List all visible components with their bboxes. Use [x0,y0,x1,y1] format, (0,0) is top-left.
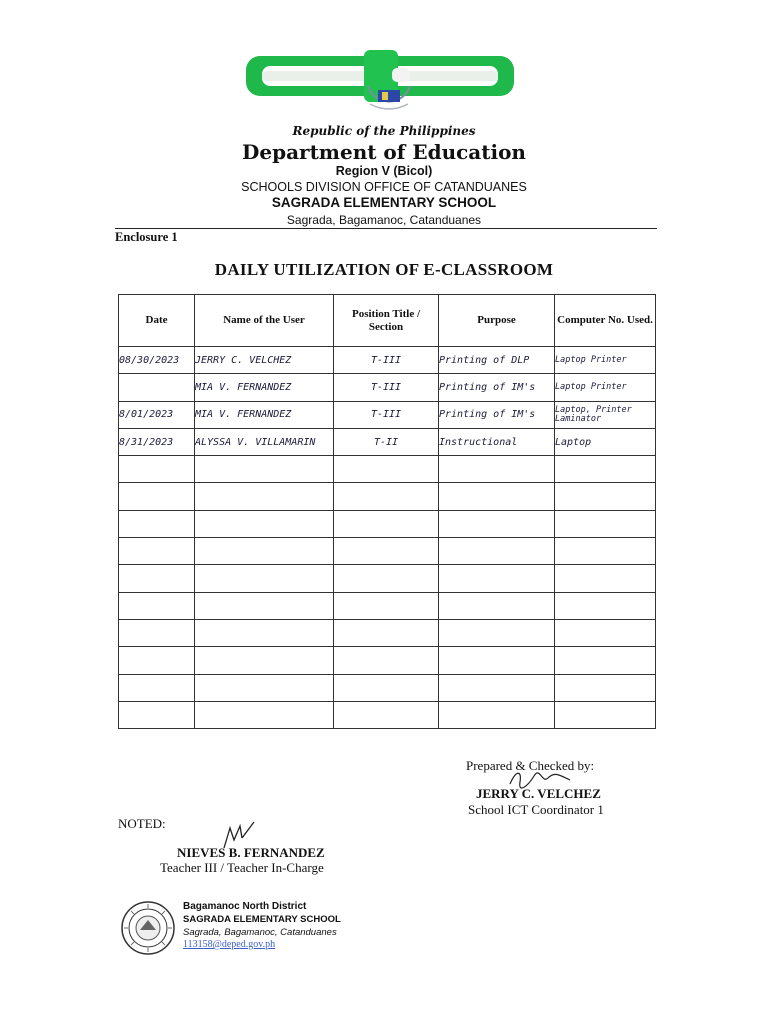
date-cell: 8/01/2023 [119,401,195,428]
purpose-cell [439,701,555,728]
computer-cell [555,565,656,592]
purpose-cell: Printing of DLP [439,347,555,374]
user-name-cell: MIA V. FERNANDEZ [195,374,334,401]
date-cell [119,674,195,701]
school-name: SAGRADA ELEMENTARY SCHOOL [271,195,497,210]
footer-address: Sagrada, Bagamanoc, Catanduanes [183,927,337,938]
table-row [119,510,656,537]
position-cell: T-III [334,401,439,428]
position-cell: T-III [334,347,439,374]
user-name-cell [195,483,334,510]
user-name-cell: MIA V. FERNANDEZ [195,401,334,428]
table-row [119,538,656,565]
prepared-by-name: JERRY C. VELCHEZ [476,786,601,801]
footer-school-name: SAGRADA ELEMENTARY SCHOOL [183,914,341,925]
header-divider [115,228,657,229]
user-name-cell [195,510,334,537]
position-cell [334,456,439,483]
user-name-cell [195,701,334,728]
computer-cell [555,538,656,565]
table-row [119,483,656,510]
table-row [119,456,656,483]
prepared-by-title: School ICT Coordinator 1 [468,802,604,817]
header-computer-no: Computer No. Used. [555,295,656,347]
table-row [119,401,656,428]
table-row [119,701,656,728]
enclosure-label: Enclosure 1 [115,230,178,244]
purpose-cell [439,674,555,701]
document-title: DAILY UTILIZATION OF E-CLASSROOM [214,260,554,279]
position-cell [334,619,439,646]
purpose-cell [439,456,555,483]
division-line: SCHOOLS DIVISION OFFICE OF CATANDUANES [241,180,527,194]
prepared-label: Prepared & Checked by: [466,758,595,773]
date-cell: 8/31/2023 [119,428,195,455]
computer-cell: Laptop Printer [555,347,656,374]
purpose-cell [439,538,555,565]
footer-district: Bagamanoc North District [183,901,307,912]
date-cell [119,538,195,565]
date-cell [119,647,195,674]
computer-cell [555,483,656,510]
computer-cell [555,701,656,728]
school-seal-icon [120,900,176,956]
user-name-cell [195,647,334,674]
region-line: Region V (Bicol) [335,164,433,178]
date-cell [119,701,195,728]
user-name-cell [195,619,334,646]
computer-cell [555,674,656,701]
purpose-cell [439,592,555,619]
position-cell [334,674,439,701]
user-name-cell [195,565,334,592]
computer-cell: Laptop, Printer Laminator [555,401,656,428]
user-name-cell [195,456,334,483]
user-name-cell [195,592,334,619]
department-name: Department of Education [242,140,526,164]
table-row [119,647,656,674]
purpose-cell [439,619,555,646]
computer-cell: Laptop Printer [555,374,656,401]
date-cell [119,456,195,483]
position-cell [334,538,439,565]
position-cell [334,701,439,728]
computer-cell [555,619,656,646]
purpose-cell [439,510,555,537]
date-cell: 08/30/2023 [119,347,195,374]
noted-label: NOTED: [118,816,166,831]
table-header-row [119,295,656,347]
position-cell: T-III [334,374,439,401]
date-cell [119,565,195,592]
table-row [119,592,656,619]
position-cell [334,592,439,619]
computer-cell [555,510,656,537]
school-address: Sagrada, Bagamanoc, Catanduanes [286,213,482,227]
utilization-table [118,294,656,729]
computer-cell: Laptop [555,428,656,455]
date-cell [119,592,195,619]
purpose-cell: Instructional [439,428,555,455]
table-row [119,565,656,592]
computer-cell [555,456,656,483]
position-cell [334,647,439,674]
computer-cell [555,647,656,674]
user-name-cell: JERRY C. VELCHEZ [195,347,334,374]
position-cell: T-II [334,428,439,455]
republic-line: Republic of the Philippines [292,124,476,138]
date-cell [119,619,195,646]
table-row [119,374,656,401]
noted-by-title: Teacher III / Teacher In-Charge [160,860,324,875]
deped-seal-icon [364,78,414,114]
table-row [119,428,656,455]
user-name-cell [195,674,334,701]
position-cell [334,565,439,592]
table-row [119,619,656,646]
purpose-cell [439,647,555,674]
computer-cell [555,592,656,619]
table-row [119,674,656,701]
position-cell [334,483,439,510]
position-cell [334,510,439,537]
date-cell [119,510,195,537]
header-purpose: Purpose [439,295,555,347]
header-position: Position Title / Section [334,295,439,347]
user-name-cell: ALYSSA V. VILLAMARIN [195,428,334,455]
user-name-cell [195,538,334,565]
purpose-cell: Printing of IM's [439,374,555,401]
noted-by-name: NIEVES B. FERNANDEZ [177,845,325,860]
header-date: Date [119,295,195,347]
date-cell [119,374,195,401]
purpose-cell: Printing of IM's [439,401,555,428]
header-user-name: Name of the User [195,295,334,347]
purpose-cell [439,565,555,592]
footer-email-link[interactable]: 113158@deped.gov.ph [183,939,276,950]
table-row [119,347,656,374]
purpose-cell [439,483,555,510]
date-cell [119,483,195,510]
